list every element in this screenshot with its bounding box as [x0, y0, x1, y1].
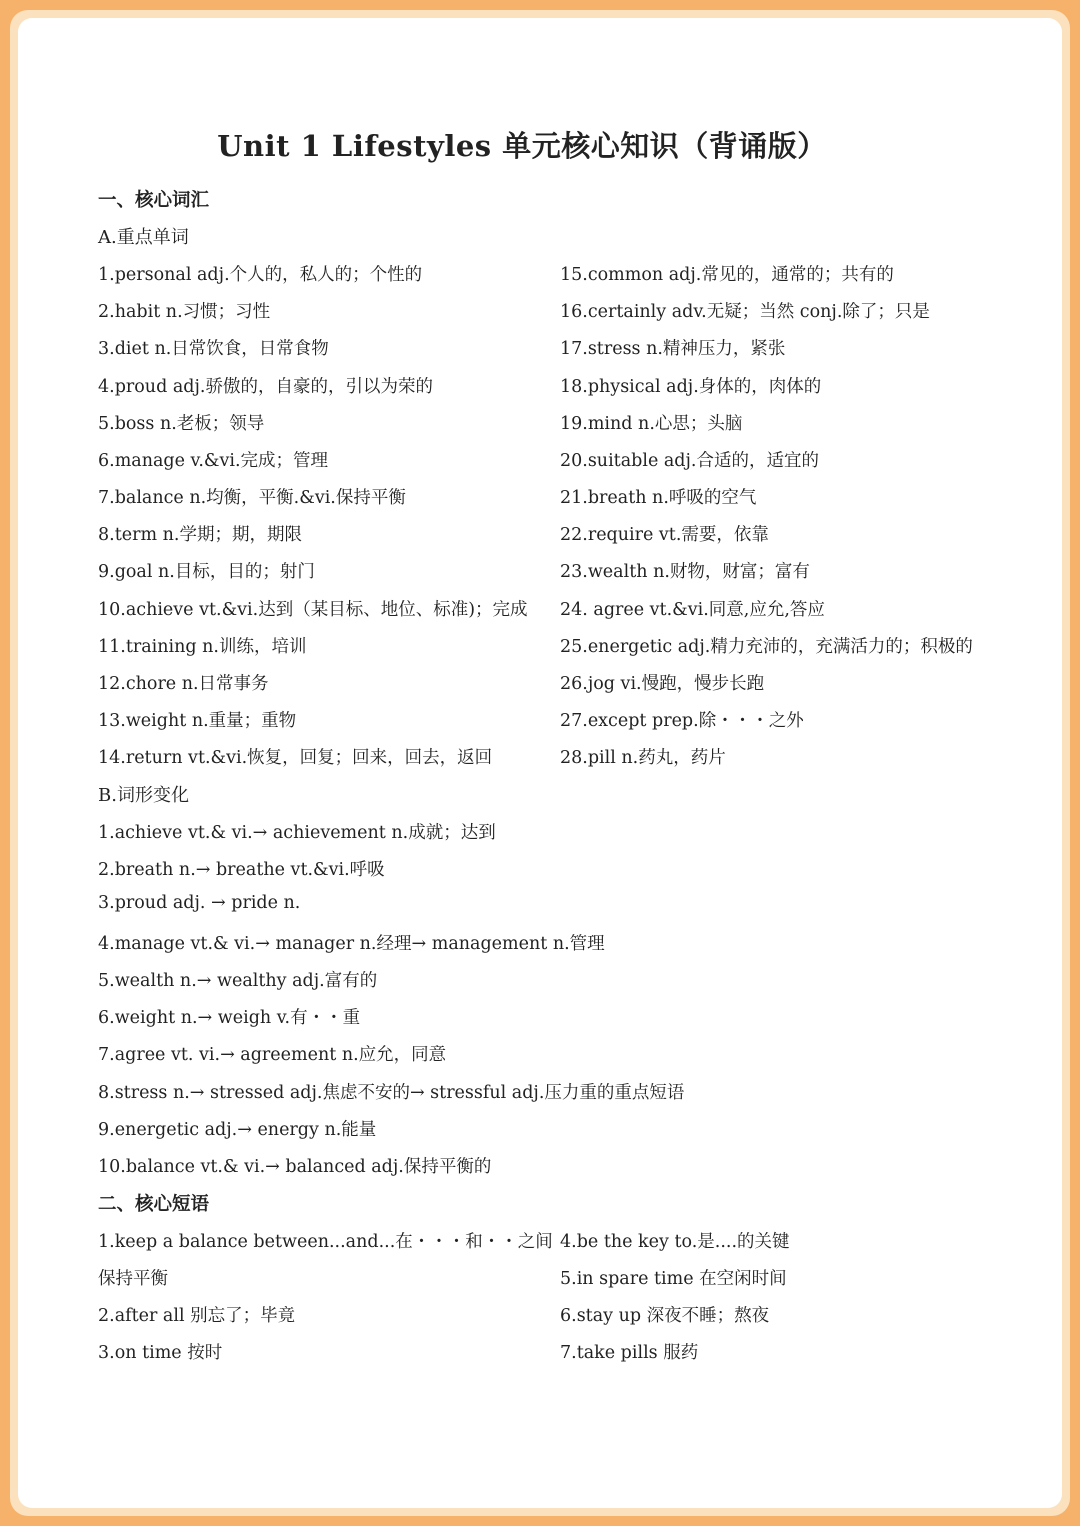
partA-label: A.重点单词: [98, 227, 189, 248]
word-form-item: 2.breath n.→ breathe vt.&vi.呼吸: [98, 860, 385, 880]
vocab-item: 16.certainly adv.无疑；当然 conj.除了；只是: [560, 302, 930, 322]
vocab-item: 1.personal adj.个人的，私人的；个性的: [98, 265, 423, 285]
vocab-item: 20.suitable adj.合适的，适宜的: [560, 451, 819, 471]
vocab-item: 8.term n.学期；期，期限: [98, 525, 302, 545]
word-form-item: 5.wealth n.→ wealthy adj.富有的: [98, 971, 378, 991]
vocab-item: 25.energetic adj.精力充沛的，充满活力的；积极的: [560, 637, 973, 657]
phrase-item: 保持平衡: [98, 1269, 168, 1289]
vocab-item: 7.balance n.均衡，平衡.&vi.保持平衡: [98, 488, 406, 508]
phrase-item: 7.take pills 服药: [560, 1343, 699, 1363]
word-form-item: 10.balance vt.& vi.→ balanced adj.保持平衡的: [98, 1157, 492, 1177]
vocab-item: 2.habit n.习惯；习性: [98, 302, 271, 322]
word-form-item: 6.weight n.→ weigh v.有・・重: [98, 1008, 361, 1028]
phrase-item: 2.after all 别忘了；毕竟: [98, 1306, 296, 1326]
page-title: Unit 1 Lifestyles 单元核心知识（背诵版）: [217, 129, 827, 163]
word-form-item: 8.stress n.→ stressed adj.焦虑不安的→ stressful adj.压力重的重点短语: [98, 1083, 685, 1103]
vocab-item: 15.common adj.常见的，通常的；共有的: [560, 265, 894, 285]
vocab-item: 28.pill n.药丸，药片: [560, 748, 726, 768]
vocab-item: 22.require vt.需要，依靠: [560, 525, 769, 545]
word-form-item: 3.proud adj. → pride n.: [98, 893, 301, 913]
vocab-item: 12.chore n.日常事务: [98, 674, 269, 694]
phrase-item: 6.stay up 深夜不睡；熬夜: [560, 1306, 770, 1326]
phrase-item: 4.be the key to.是....的关键: [560, 1232, 790, 1252]
vocab-item: 27.except prep.除・・・之外: [560, 711, 804, 731]
vocab-item: 3.diet n.日常饮食，日常食物: [98, 339, 329, 359]
section2-heading: 二、核心短语: [98, 1194, 210, 1215]
vocab-item: 14.return vt.&vi.恢复，回复；回来，回去，返回: [98, 748, 493, 768]
vocab-item: 5.boss n.老板；领导: [98, 414, 265, 434]
vocab-item: 6.manage v.&vi.完成；管理: [98, 451, 329, 471]
phrase-item: 1.keep a balance between...and...在・・・和・・之间: [98, 1232, 553, 1252]
word-form-item: 1.achieve vt.& vi.→ achievement n.成就；达到: [98, 823, 496, 843]
vocab-item: 9.goal n.目标，目的；射门: [98, 562, 315, 582]
word-form-item: 4.manage vt.& vi.→ manager n.经理→ management n.管理: [98, 934, 605, 954]
vocab-item: 13.weight n.重量；重物: [98, 711, 297, 731]
word-form-item: 9.energetic adj.→ energy n.能量: [98, 1120, 377, 1140]
vocab-item: 21.breath n.呼吸的空气: [560, 488, 757, 508]
vocab-item: 19.mind n.心思；头脑: [560, 414, 743, 434]
section1-heading: 一、核心词汇: [98, 190, 210, 211]
vocab-item: 11.training n.训练，培训: [98, 637, 307, 657]
vocab-item: 4.proud adj.骄傲的，自豪的，引以为荣的: [98, 377, 433, 397]
vocab-item: 26.jog vi.慢跑，慢步长跑: [560, 674, 765, 694]
vocab-item: 10.achieve vt.&vi.达到（某目标、地位、标准)；完成: [98, 600, 528, 620]
word-form-item: 7.agree vt. vi.→ agreement n.应允，同意: [98, 1045, 447, 1065]
partB-label: B.词形变化: [98, 785, 189, 806]
phrase-item: 3.on time 按时: [98, 1343, 223, 1363]
vocab-item: 23.wealth n.财物，财富；富有: [560, 562, 810, 582]
phrase-item: 5.in spare time 在空闲时间: [560, 1269, 787, 1289]
vocab-item: 17.stress n.精神压力，紧张: [560, 339, 786, 359]
vocab-item: 18.physical adj.身体的，肉体的: [560, 377, 822, 397]
vocab-item: 24. agree vt.&vi.同意,应允,答应: [560, 600, 825, 620]
